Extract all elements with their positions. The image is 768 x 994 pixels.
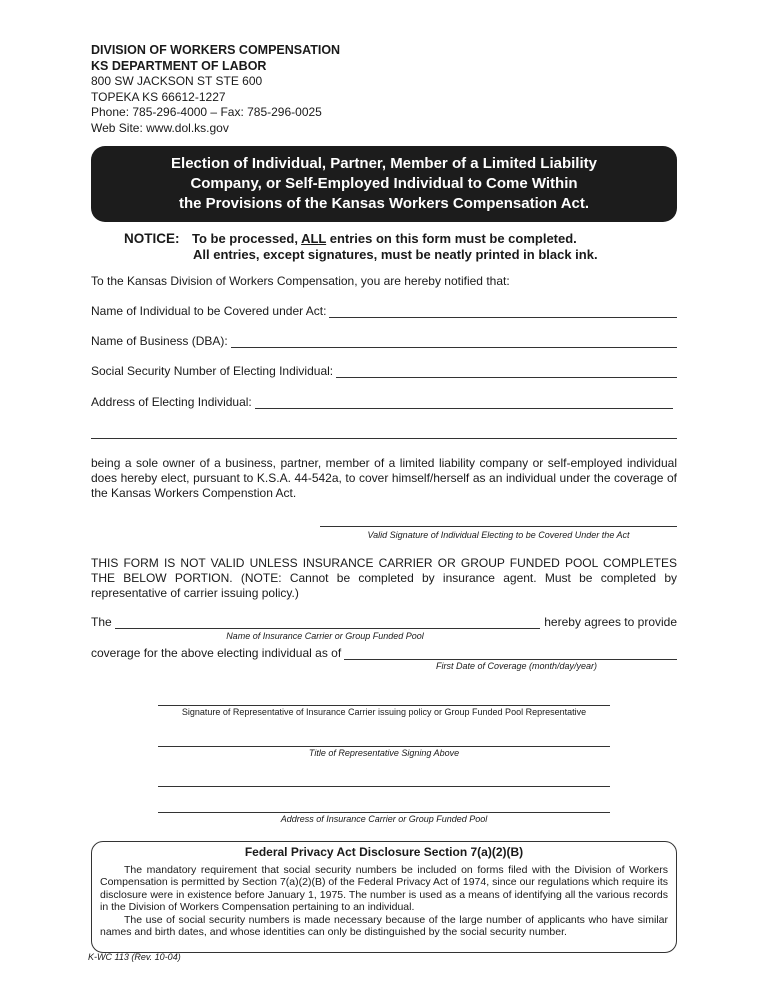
coverage-date-line[interactable] — [344, 647, 677, 660]
ssn-label: Social Security Number of Electing Individual: — [91, 364, 334, 378]
notice-text-1a: To be processed, — [192, 231, 302, 246]
intro-text: To the Kansas Division of Workers Compensation, you are hereby notified that: — [91, 274, 510, 288]
business-name-line[interactable] — [231, 335, 677, 348]
coverage-date-caption: First Date of Coverage (month/day/year) — [435, 661, 598, 671]
notice-block — [124, 231, 598, 263]
election-paragraph: being a sole owner of a business, partner, member of a limited liability company or self-employed individual does hereby elect, pursuant to K.S.A. 44-542a, to cover himself/herself as an individual under the coverage of the Kansas Workers Compenstion Act. — [91, 456, 677, 500]
individual-name-label: Name of Individual to be Covered under Act: — [91, 304, 327, 318]
business-name-label: Name of Business (DBA): — [91, 334, 228, 348]
individual-signature-caption: Valid Signature of Individual Electing to be Covered Under the Act — [367, 530, 630, 540]
website: Web Site: www.dol.ks.gov — [91, 120, 229, 135]
coverage-date-field[interactable] — [91, 646, 677, 660]
privacy-paragraph-1: The mandatory requirement that social security numbers be included on forms filed with the Division of Workers Compensation is permitted by Section 7(a)(2)(B) of the Federal Privacy Act of 1974, since our regulations which require its disclosure were in existence before January 1, 1975. The number is used as a means of identifying all the various records in the Division of Workers Compensation pertaining to an individual. — [100, 863, 668, 913]
carrier-address-line-2[interactable] — [158, 812, 610, 813]
phone-fax: Phone: 785-296-4000 – Fax: 785-296-0025 — [91, 105, 322, 119]
title-line-1: Election of Individual, Partner, Member of a Limited Liability — [171, 155, 597, 172]
carrier-name-caption: Name of Insurance Carrier or Group Funded Pool — [226, 631, 424, 641]
title-line-2: Company, or Self-Employed Individual to Come Within — [190, 175, 578, 192]
notice-label: NOTICE: — [124, 231, 180, 246]
department-name: KS DEPARTMENT OF LABOR — [91, 58, 267, 73]
ssn-field[interactable] — [91, 364, 677, 378]
form-number: K-WC 113 (Rev. 10-04) — [88, 952, 181, 962]
address-line-2[interactable] — [91, 438, 677, 439]
rep-signature-caption: Signature of Representative of Insurance Carrier issuing policy or Group Funded Pool Representative — [181, 707, 587, 717]
form-title-banner — [91, 146, 677, 222]
title-line-3: the Provisions of the Kansas Workers Compensation Act. — [178, 195, 590, 212]
validity-paragraph: THIS FORM IS NOT VALID UNLESS INSURANCE CARRIER OR GROUP FUNDED POOL COMPLETES THE BELOW PORTION. (NOTE: Cannot be completed by insurance agent. Must be completed by representative of carrier issuing policy.) — [91, 556, 677, 600]
ssn-line[interactable] — [336, 365, 677, 378]
carrier-name-line[interactable] — [115, 616, 541, 629]
street-address: 800 SW JACKSON ST STE 600 — [91, 74, 263, 88]
rep-signature-line[interactable] — [158, 705, 610, 706]
division-name: DIVISION OF WORKERS COMPENSATION — [91, 43, 341, 57]
address-label: Address of Electing Individual: — [91, 395, 252, 409]
coverage-text: coverage for the above electing individual as of — [91, 646, 342, 660]
notice-all-underlined: ALL — [301, 231, 327, 246]
privacy-paragraph-2: The use of social security numbers is made necessary because of the large number of applicants who have similar names and birth dates, and whose identities can only be distinguished by the social security number. — [100, 913, 668, 938]
notice-text-1b: entries on this form must be completed. — [326, 231, 577, 246]
city-state-zip: TOPEKA KS 66612-1227 — [91, 89, 226, 104]
agency-header — [91, 43, 340, 136]
notice-text-2: All entries, except signatures, must be neatly printed in black ink. — [193, 247, 598, 262]
rep-title-caption: Title of Representative Signing Above — [308, 748, 460, 758]
individual-signature-line[interactable] — [320, 526, 677, 527]
the-label: The — [91, 615, 112, 629]
carrier-address-line-1[interactable] — [158, 786, 610, 787]
agrees-text: hereby agrees to provide — [544, 615, 677, 629]
address-field[interactable] — [91, 395, 673, 409]
rep-title-line[interactable] — [158, 746, 610, 747]
individual-name-field[interactable] — [91, 304, 677, 318]
carrier-name-field[interactable] — [91, 615, 677, 629]
business-name-field[interactable] — [91, 334, 677, 348]
privacy-title: Federal Privacy Act Disclosure Section 7(a)(2)(B) — [244, 845, 524, 859]
address-line[interactable] — [255, 396, 673, 409]
privacy-act-box — [91, 841, 677, 953]
carrier-address-caption: Address of Insurance Carrier or Group Funded Pool — [280, 814, 488, 824]
individual-name-line[interactable] — [329, 305, 677, 318]
